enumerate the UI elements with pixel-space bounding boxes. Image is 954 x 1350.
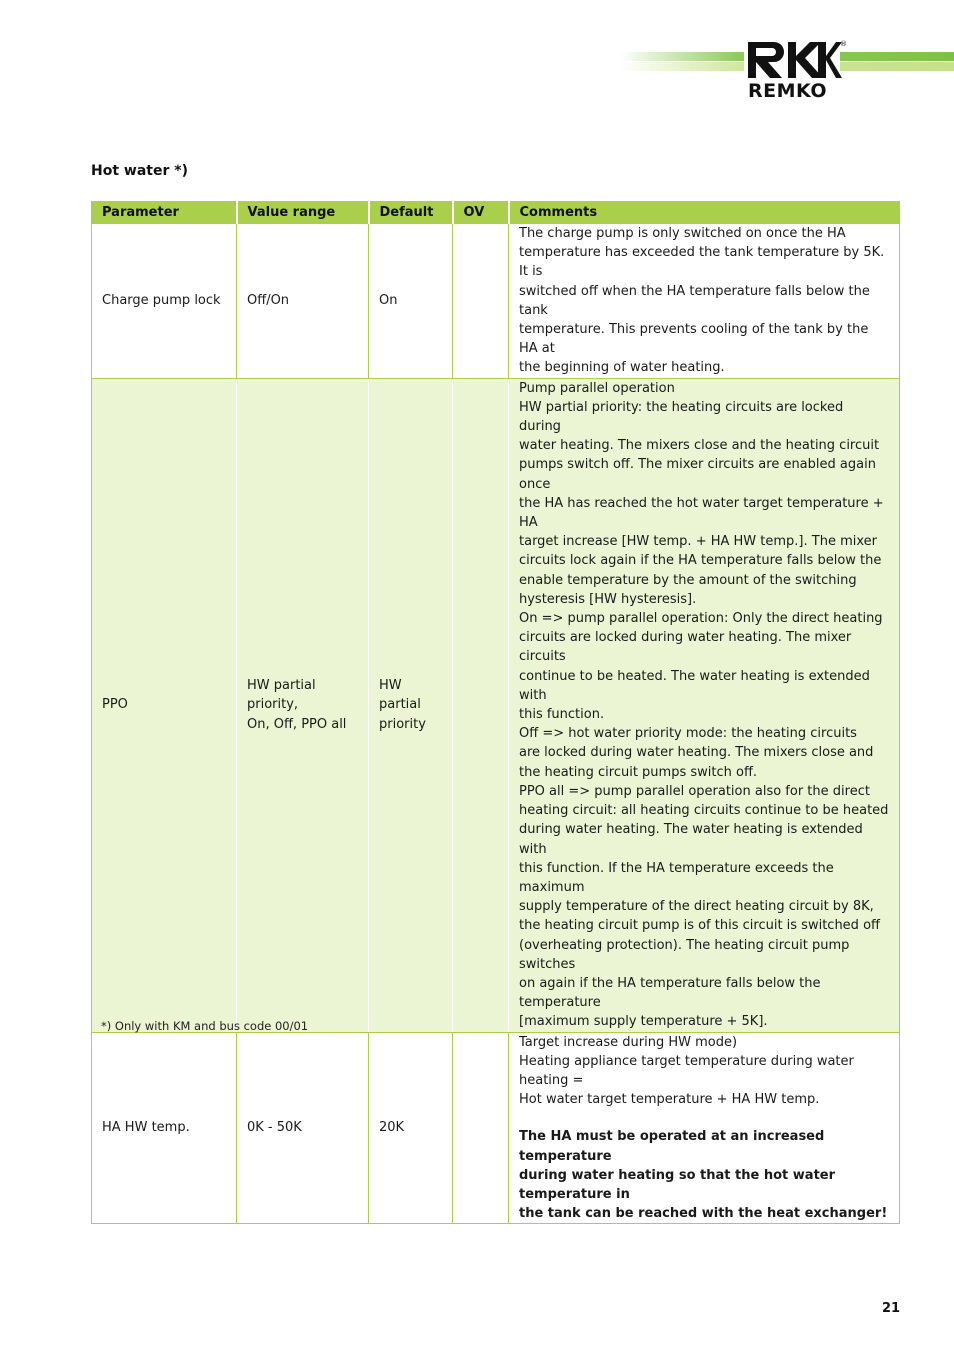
parameter-table	[91, 201, 900, 1224]
default-cell: 20K	[369, 1032, 453, 1224]
header-comments: Comments	[509, 202, 900, 224]
parameter-cell: HA HW temp.	[92, 1032, 237, 1224]
table-row	[92, 378, 900, 1032]
table-row	[92, 1032, 900, 1224]
default-cell: HW partial priority	[369, 378, 453, 1032]
header-default: Default	[369, 202, 453, 224]
svg-text:®: ®	[840, 40, 847, 48]
ov-cell	[453, 378, 509, 1032]
header-parameter: Parameter	[92, 202, 237, 224]
footnote: *) Only with KM and bus code 00/01	[101, 1019, 309, 1033]
parameter-cell: PPO	[92, 378, 237, 1032]
value-range-cell: Off/On	[237, 224, 369, 379]
parameter-cell: Charge pump lock	[92, 224, 237, 379]
table-row	[92, 224, 900, 379]
comments-cell: Pump parallel operation HW partial priority: the heating circuits are locked during water heating. The mixers close and the heating circuit pumps switch off. The mixer circuits are enabled again once the HA has reached the hot water target temperature + HA target increase [HW temp. + HA HW temp.]. The mixer circuits lock again if the HA temperature falls below the enable temperature by the amount of the switching hysteresis [HW hysteresis]. On => pump parallel operation: Only the direct heating circuits are locked during water heating. The mixer circuits continue to be heated. The water heating is extended with this function. Off => hot water priority mode: the heating circuits are locked during water heating. The mixers close and the heating circuit pumps switch off. PPO all => pump parallel operation also for the direct heating circuit: all heating circuits continue to be heated during water heating. The water heating is extended with this function. If the HA temperature exceeds the maximum supply temperature of the direct heating circuit by 8K, the heating circuit pump is of this circuit is switched off (overheating protection). The heating circuit pump switches on again if the HA temperature falls below the temperature [maximum supply temperature + 5K].	[509, 378, 900, 1032]
ov-cell	[453, 224, 509, 379]
comments-cell: Target increase during HW mode) Heating appliance target temperature during water heating = Hot water target temperature + HA HW temp. The HA must be operated at an increased temperature during water heating so that the hot water temperature in the tank can be reached with the heat exchanger!	[509, 1032, 900, 1224]
remko-mark-icon	[744, 38, 847, 82]
page-number: 21	[882, 1301, 901, 1316]
ov-cell	[453, 1032, 509, 1224]
logo-wordmark: REMKO	[748, 80, 828, 102]
default-cell: On	[369, 224, 453, 379]
value-range-cell: HW partial priority, On, Off, PPO all	[237, 378, 369, 1032]
value-range-cell: 0K - 50K	[237, 1032, 369, 1224]
header-ov: OV	[453, 202, 509, 224]
header-value-range: Value range	[237, 202, 369, 224]
comments-cell: The charge pump is only switched on once the HA temperature has exceeded the tank temperature by 5K. It is switched off when the HA temperature falls below the tank temperature. This prevents cooling of the tank by the HA at the beginning of water heating.	[509, 224, 900, 379]
table-header-row	[92, 202, 900, 224]
section-title: Hot water *)	[91, 163, 188, 179]
